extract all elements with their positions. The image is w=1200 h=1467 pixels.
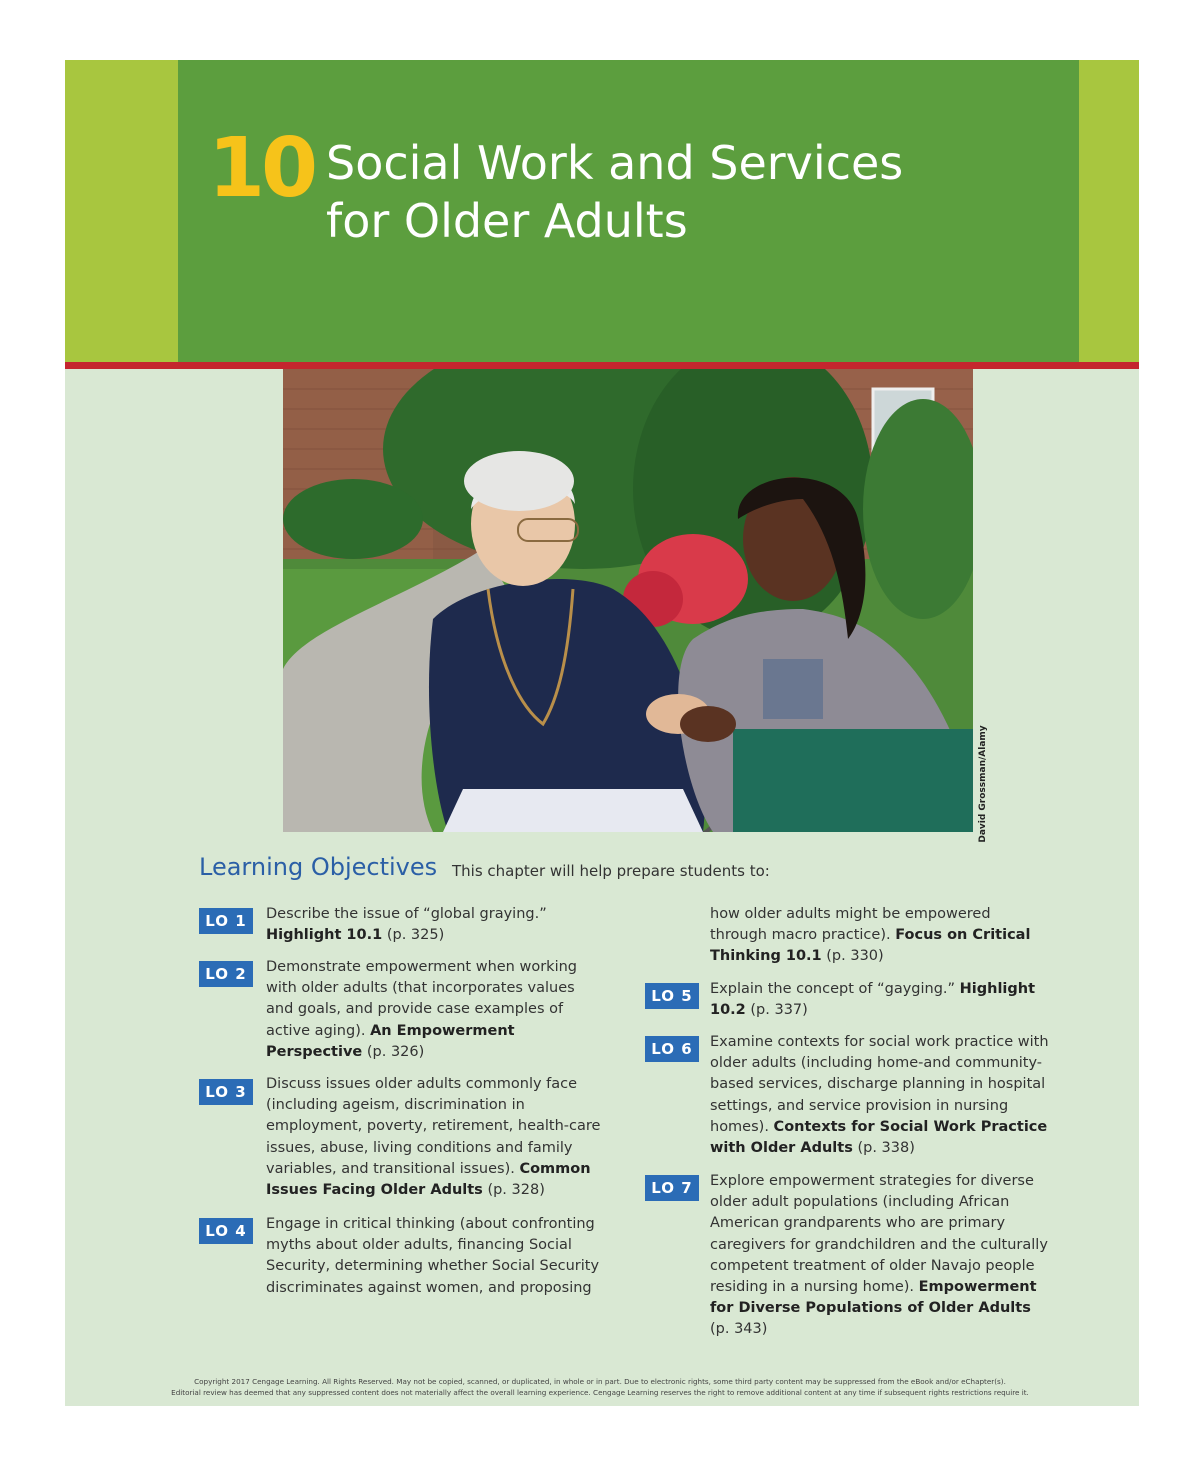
chapter-number: 10 <box>208 121 315 216</box>
objective-badge: LO 4 <box>199 1218 253 1244</box>
objective-ref: An Empowerment Perspective <box>266 1022 515 1060</box>
objective-ref: Highlight 10.1 <box>266 927 383 944</box>
objective-badge: LO 3 <box>199 1079 253 1105</box>
objective-page: (p. 325) <box>386 927 445 944</box>
objective-page: (p. 338) <box>857 1140 915 1157</box>
objective-page: (p. 326) <box>366 1043 425 1060</box>
objective-ref: Empowerment for Diverse Populations of Older Adults <box>710 1279 1037 1317</box>
chapter-title <box>326 134 903 250</box>
objective-item: Explore empowerment strategies for diverse older adult populations (including African American grandparents who are primary caregivers for grandchildren and the culturally competent treatment of older Navajo people residing in a nursing home). Empowerment for Diverse Populations of Older Adults (p. 343) <box>710 1173 1048 1338</box>
objective-badge: LO 1 <box>199 908 253 934</box>
objective-ref: Contexts for Social Work Practice with Older Adults <box>710 1118 1048 1157</box>
chapter-photo <box>283 369 973 832</box>
objective-badge: LO 5 <box>645 983 699 1009</box>
chapter-title-line-2: for Older Adults <box>326 194 688 248</box>
objective-item: Discuss issues older adults commonly face (including ageism, discrimination in employment, poverty, retirement, health-care issues, abuse, living conditions and family variables, and transitional issues). Common Issues Facing Older Adults (p. 328) <box>266 1076 601 1199</box>
objective-item: Examine contexts for social work practice with older adults (including home-and community-based services, discharge planning in hospital settings, and service provision in nursing homes). Contexts for Social Work Practice with Older Adults (p. 338) <box>710 1034 1049 1157</box>
objective-page: (p. 337) <box>750 1002 808 1019</box>
chapter-title-line-1: Social Work and Services <box>326 136 904 190</box>
header-side-band-left <box>65 60 178 362</box>
objective-item: Explain the concept of “gayging.” Highlight 10.2 (p. 337) <box>710 981 1036 1019</box>
objective-ref: Focus on Critical Thinking 10.1 <box>710 927 1031 965</box>
objective-badge: LO 2 <box>199 961 253 987</box>
header-divider <box>65 362 1139 369</box>
header-side-band-right <box>1079 60 1139 362</box>
objective-item-continued: how older adults might be empowered through macro practice). Focus on Critical Thinking 10.1 (p. 330) <box>710 906 1031 965</box>
objective-page: (p. 330) <box>826 948 884 965</box>
objective-ref: Highlight 10.2 <box>710 981 1036 1019</box>
objective-page: (p. 343) <box>710 1321 768 1338</box>
photo-credit: David Grossman/Alamy <box>978 725 988 843</box>
objective-ref: Common Issues Facing Older Adults <box>266 1160 591 1199</box>
learning-objectives-subheading: This chapter will help prepare students to: <box>452 862 770 880</box>
objective-item: Engage in critical thinking (about confronting myths about older adults, financing Social Security, determining whether Social Security discriminates against women, and proposing <box>266 1216 600 1296</box>
objective-item: Demonstrate empowerment when working with older adults (that incorporates values and goals, and provide case examples of active aging). An Empowerment Perspective (p. 326) <box>266 959 577 1060</box>
objective-badge: LO 6 <box>645 1036 699 1062</box>
objective-badge: LO 7 <box>645 1175 699 1201</box>
objective-page: (p. 328) <box>487 1182 545 1199</box>
copyright-line-2: Editorial review has deemed that any suppressed content does not materially affect the overall learning experience. Cengage Learning reserves the right to remove additional content at any time if subsequent rights restrictions require it. <box>171 1388 1029 1397</box>
copyright-line-1: Copyright 2017 Cengage Learning. All Rights Reserved. May not be copied, scanned, or duplicated, in whole or in part. Due to electronic rights, some third party content may be suppressed from the eBook and/or eChapter(s). <box>194 1377 1006 1386</box>
learning-objectives-heading: Learning Objectives <box>199 853 438 881</box>
objective-item: Describe the issue of “global graying.” Highlight 10.1 (p. 325) <box>266 906 547 944</box>
